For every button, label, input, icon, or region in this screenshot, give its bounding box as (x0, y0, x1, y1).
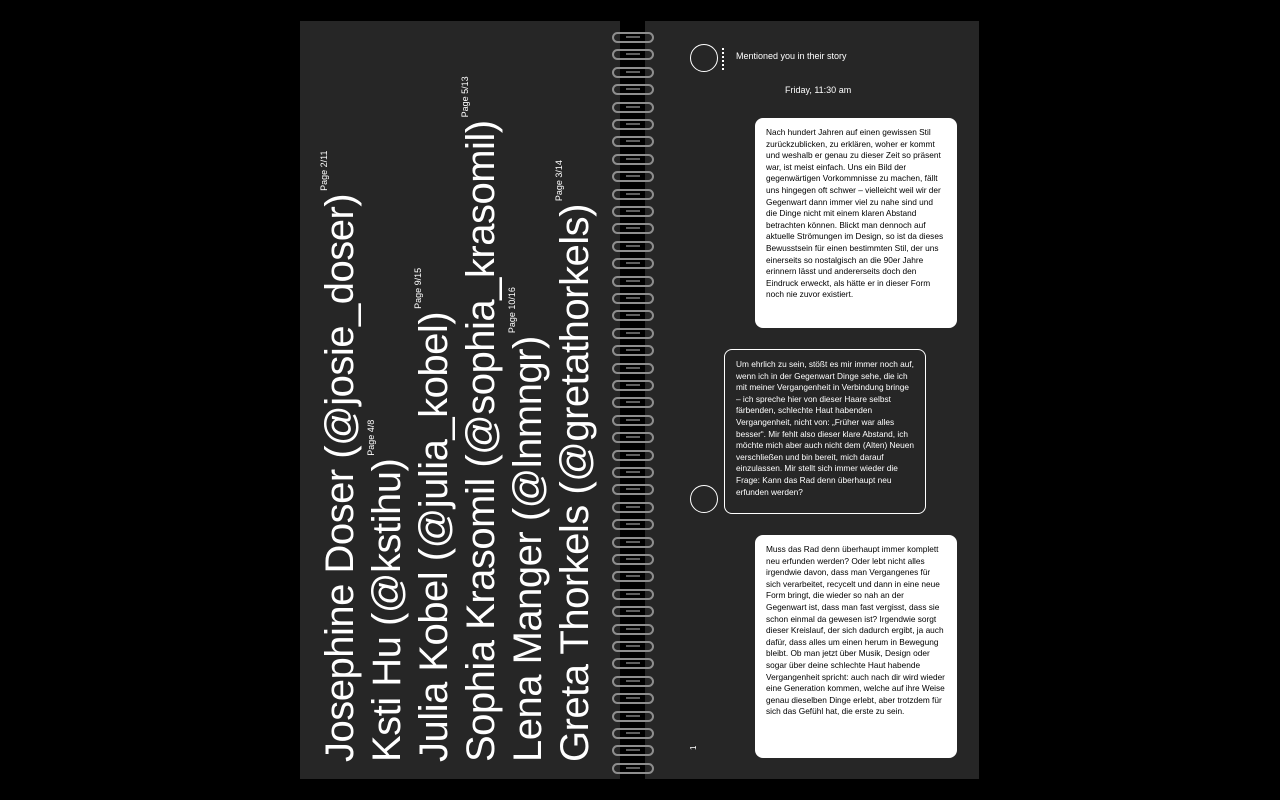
spiral-ring (612, 189, 654, 200)
story-mention: Mentioned you in their story (736, 51, 847, 61)
spiral-ring (612, 624, 654, 635)
spiral-ring (612, 119, 654, 130)
spiral-ring (612, 136, 654, 147)
message-bubble-incoming: Um ehrlich zu sein, stößt es mir immer noch auf, wenn ich in der Gegenwart Dinge sehe, die ich mit meiner Vergangenheit in Verbindung bringe – ich spreche hier von dieser Haare selbst färbenden, schlechte Haut habenden Vergangenheit, nicht von: „Früher war alles besser“. Mir fehlt also dieser klare Abstand, ich möchte mich aber auch nicht dem (Alten) Neuen verschließen und bin bereit, mich darauf einzulassen. Mir stellt sich immer wieder die Frage: Kann das Rad denn überhaupt neu erfunden werden? (724, 349, 926, 514)
timestamp: Friday, 11:30 am (785, 85, 852, 95)
contributor-name: Ksti Hu (@kstihu) (365, 458, 409, 762)
page-number: 1 (689, 745, 698, 750)
spiral-ring (612, 641, 654, 652)
spiral-ring (612, 711, 654, 722)
spiral-ring (612, 363, 654, 374)
spiral-ring (612, 693, 654, 704)
spiral-ring (612, 415, 654, 426)
spiral-ring (612, 310, 654, 321)
spiral-ring (612, 84, 654, 95)
more-icon (722, 48, 725, 70)
page-reference: Page 4/8 (366, 419, 376, 456)
spiral-ring (612, 484, 654, 495)
spiral-ring (612, 345, 654, 356)
page-reference: Page 3/14 (554, 160, 564, 202)
page-reference: Page 9/15 (413, 267, 423, 309)
name-column (412, 268, 456, 762)
spiral-ring (612, 432, 654, 443)
spiral-ring (612, 728, 654, 739)
avatar (690, 44, 718, 72)
spiral-ring (612, 537, 654, 548)
spiral-ring (612, 206, 654, 217)
spiral-ring (612, 589, 654, 600)
name-column (365, 420, 409, 762)
spiral-ring (612, 519, 654, 530)
spiral-ring (612, 571, 654, 582)
spiral-ring (612, 763, 654, 774)
page-reference: Page 5/13 (460, 76, 470, 118)
spiral-ring (612, 32, 654, 43)
contributor-name: Julia Kobel (@julia_kobel) (412, 311, 456, 762)
contributor-name: Lena Manger (@lnmngr) (506, 336, 550, 762)
spiral-ring (612, 241, 654, 252)
spiral-ring (612, 606, 654, 617)
spiral-ring (612, 102, 654, 113)
spiral-ring (612, 380, 654, 391)
spiral-ring (612, 276, 654, 287)
spiral-ring (612, 502, 654, 513)
spiral-ring (612, 450, 654, 461)
spiral-ring (612, 676, 654, 687)
message-bubble-outgoing: Nach hundert Jahren auf einen gewissen Stil zurückzublicken, zu erklären, woher er kommt und weshalb er genau zu dieser Zeit so präsent war, ist meist einfach. Uns ein Bild der gegenwärtigen Vorkommnisse zu machen, fällt uns hingegen oft schwer – vielleicht weil wir der Gegenwart dann immer viel zu nahe sind und die Dinge nicht mit einem klaren Abstand betrachten können. Blickt man dennoch auf aktuelle Strömungen im Design, so ist da dieses Bewusstsein für einen bestimmten Stil, der uns einerseits so nostalgisch an die 90er Jahre erinnern lässt und andererseits doch den Eindruck erweckt, als hätte er in dieser Form noch nie zuvor existiert. (755, 118, 957, 328)
spiral-ring (612, 328, 654, 339)
spiral-ring (612, 467, 654, 478)
name-column (318, 151, 362, 762)
spiral-ring (612, 154, 654, 165)
message-bubble-outgoing: Muss das Rad denn überhaupt immer komplett neu erfunden werden? Oder lebt nicht alles irgendwie davon, dass man Vergangenes für sich verarbeitet, recycelt und dann in eine neue Form bringt, die wieder so nah an der Gegenwart ist, dass man fast vergisst, dass sie schon einmal da gewesen ist? Irgendwie sorgt dieser Kreislauf, der sich dadurch ergibt, ja auch dafür, dass alles um einen herum in Bewegung bleibt. Ob man jetzt über Musik, Design oder sogar über deine schlechte Haut habende Vergangenheit spricht: auch nach dir wird wieder eine Generation kommen, welche auf ihre Weise genau dieselben Dinge erlebt, aber trotzdem für sich das Gefühl hat, die erste zu sein. (755, 535, 957, 758)
name-column (506, 287, 550, 762)
spiral-ring (612, 258, 654, 269)
page-reference: Page 10/16 (507, 287, 517, 334)
spiral-ring (612, 49, 654, 60)
avatar (690, 485, 718, 513)
spiral-ring (612, 554, 654, 565)
spiral-ring (612, 658, 654, 669)
spiral-ring (612, 67, 654, 78)
spiral-ring (612, 223, 654, 234)
spiral-ring (612, 171, 654, 182)
name-column (459, 76, 503, 762)
contributor-name: Greta Thorkels (@gretathorkels) (553, 204, 597, 762)
contributor-name: Josephine Doser (@josie_doser) (318, 193, 362, 762)
contributor-name: Sophia Krasomil (@sophia_krasomil) (459, 120, 503, 762)
spiral-ring (612, 745, 654, 756)
spiral-ring (612, 293, 654, 304)
spiral-ring (612, 397, 654, 408)
name-column (553, 160, 597, 762)
page-reference: Page 2/11 (319, 150, 329, 191)
